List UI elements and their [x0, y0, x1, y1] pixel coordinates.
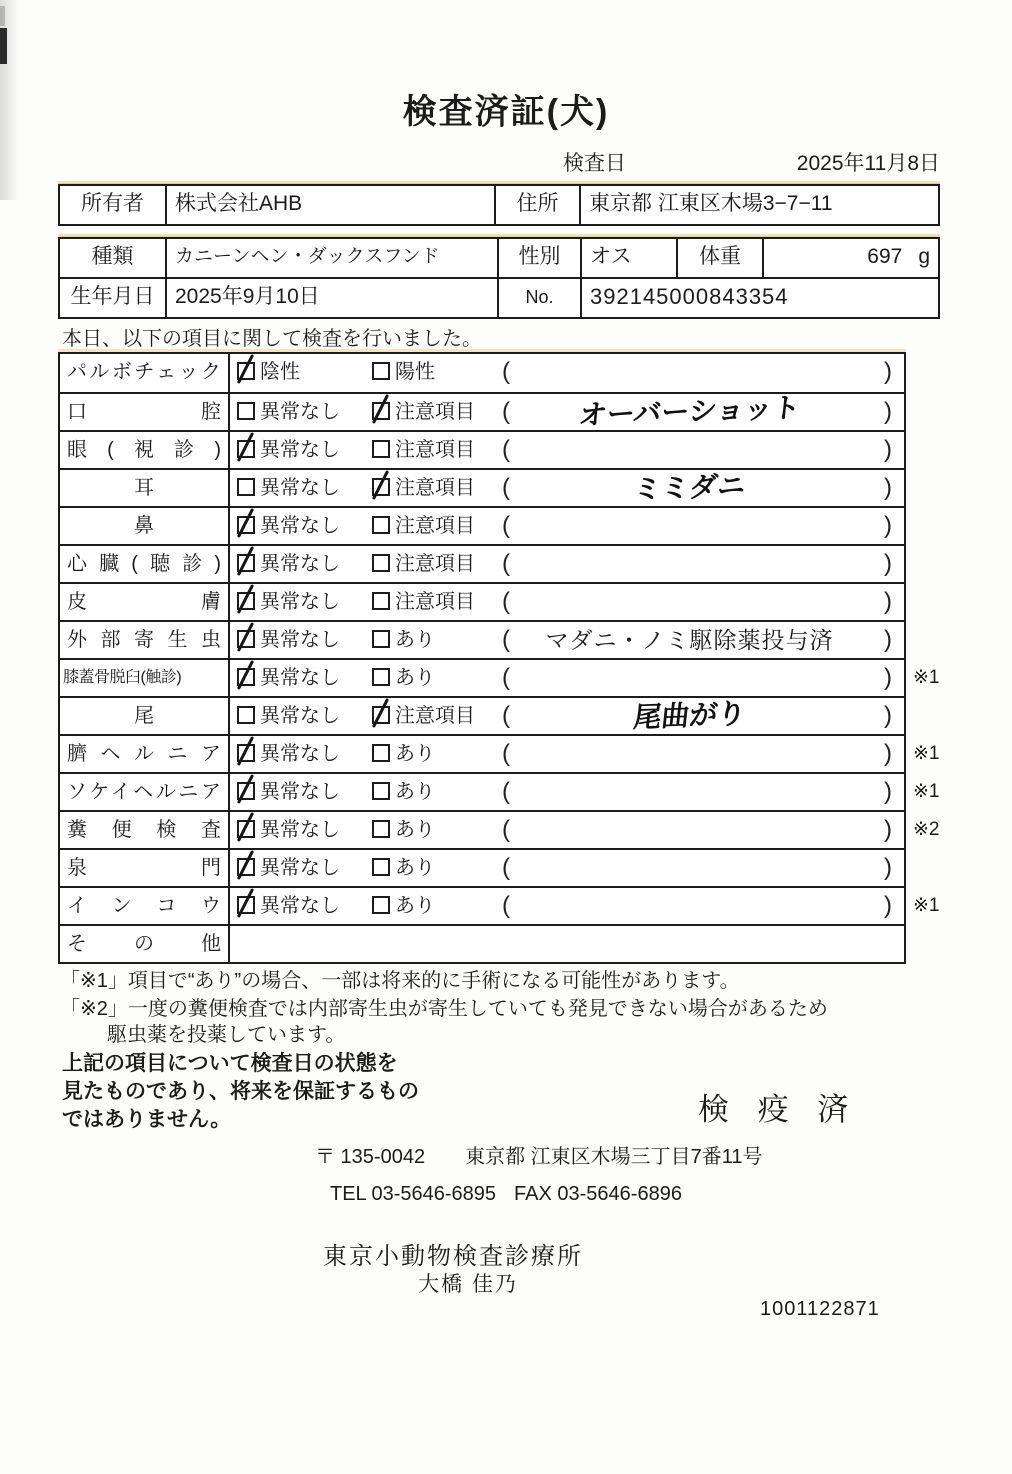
- checklist-row-label-text: ソケイヘルニア: [67, 781, 221, 803]
- checkbox-icon: [372, 440, 390, 458]
- option-1: [237, 736, 340, 772]
- checklist-row: [60, 886, 940, 924]
- option-2: [372, 584, 475, 620]
- checklist-row-label-text: 臍ヘルニア: [67, 743, 221, 765]
- option-1: [237, 660, 340, 696]
- checklist-row-content: [230, 736, 940, 772]
- checklist-row-label: [60, 812, 230, 848]
- option-2-label: 注意項目: [395, 401, 475, 423]
- checklist-table: [58, 352, 940, 964]
- checklist-row-content: [230, 698, 904, 734]
- checklist-row-label-text: 心臓(聴診): [67, 553, 221, 575]
- checklist-row: [60, 924, 904, 962]
- checklist-row-label: [60, 508, 230, 544]
- open-paren: (: [502, 702, 510, 729]
- checklist-row-label-text: 尾: [134, 705, 154, 727]
- checkbox-icon: [237, 706, 255, 724]
- option-1: [237, 432, 340, 468]
- footnote-mark: ※1: [913, 895, 940, 916]
- option-1: [237, 850, 340, 886]
- option-2-label: あり: [395, 857, 435, 879]
- open-paren: (: [502, 664, 510, 691]
- clinic-fax: FAX 03-5646-6896: [514, 1183, 682, 1205]
- option-1-label: 異常なし: [260, 819, 340, 841]
- checklist-row-content: [230, 470, 904, 506]
- clinic-name: 東京小動物検査診療所: [323, 1243, 583, 1270]
- checklist-row: [60, 658, 940, 696]
- pet-weight-value: 697: [867, 245, 903, 268]
- owner-name: 株式会社AHB: [167, 186, 496, 224]
- checkbox-icon: [372, 668, 390, 686]
- close-paren: ): [884, 512, 892, 539]
- option-1-label: 異常なし: [260, 591, 340, 613]
- checklist-row-content: [230, 391, 904, 432]
- checklist-row-label: [60, 546, 230, 582]
- option-1-label: 異常なし: [260, 629, 340, 651]
- pet-weight-label: 体重: [678, 239, 764, 277]
- disclaimer-line1: 上記の項目について検査日の状態を: [62, 1052, 398, 1075]
- open-paren: (: [502, 892, 510, 919]
- option-2: [372, 888, 435, 924]
- row-note: ミミダニ: [631, 468, 748, 507]
- option-2: [372, 698, 475, 734]
- checkbox-icon: [237, 858, 255, 876]
- owner-label: 所有者: [60, 186, 167, 224]
- checklist-row-content: [230, 812, 940, 848]
- scan-artifact-mark-light: [0, 6, 5, 26]
- checkbox-icon: [372, 744, 390, 762]
- checklist-row-label-text: 泉門: [67, 857, 221, 879]
- pet-kind-label: 種類: [60, 239, 167, 277]
- checkbox-icon: [372, 820, 390, 838]
- checkbox-icon: [237, 554, 255, 572]
- checklist-row-content: [230, 546, 904, 582]
- option-1: [237, 584, 340, 620]
- option-1-label: 異常なし: [260, 401, 340, 423]
- footnote-2-line1: 「※2」一度の糞便検査では内部寄生虫が寄生していても発見できない場合があるため: [60, 998, 828, 1020]
- option-2-label: あり: [395, 895, 435, 917]
- checkbox-icon: [237, 516, 255, 534]
- checklist-row-content: [230, 508, 904, 544]
- checkbox-icon: [237, 744, 255, 762]
- checkbox-icon: [237, 402, 255, 420]
- clinic-tel-line: [330, 1183, 682, 1206]
- close-paren: ): [884, 358, 892, 385]
- owner-address: 東京都 江東区木場3−7−11: [589, 192, 833, 215]
- checklist-row: [60, 810, 940, 848]
- footnote-1: 「※1」項目で“あり”の場合、一部は将来的に手術になる可能性があります。: [60, 970, 740, 992]
- option-1: [237, 774, 340, 810]
- checkbox-icon: [372, 554, 390, 572]
- option-1: [237, 812, 340, 848]
- checklist-row-label: [60, 926, 230, 962]
- checklist-row-label: [60, 850, 230, 886]
- checklist-row-label: [60, 470, 230, 506]
- open-paren: (: [502, 588, 510, 615]
- intro-text: 本日、以下の項目に関して検査を行いました。: [62, 328, 482, 350]
- checkbox-icon: [372, 858, 390, 876]
- checklist-row-label: [60, 394, 230, 430]
- close-paren: ): [884, 626, 892, 653]
- option-2-label: 注意項目: [395, 477, 475, 499]
- checklist-row-label-text: 眼(視診): [67, 439, 221, 461]
- option-2: [372, 774, 435, 810]
- pet-no: 392145000843354: [590, 284, 789, 309]
- close-paren: ): [884, 816, 892, 843]
- clinic-postal-line: [315, 1140, 763, 1169]
- option-2-label: あり: [395, 629, 435, 651]
- close-paren: ): [884, 740, 892, 767]
- disclaimer-line3: ではありません。: [62, 1108, 232, 1131]
- checklist-row-label-text: その他: [67, 933, 221, 955]
- open-paren: (: [502, 854, 510, 881]
- option-1: [237, 546, 340, 582]
- checklist-row-content: [230, 354, 904, 392]
- checklist-row-content: [230, 888, 940, 924]
- option-2-label: あり: [395, 667, 435, 689]
- checklist-row-content: [230, 660, 940, 696]
- checkbox-icon: [237, 896, 255, 914]
- option-2-label: 注意項目: [395, 439, 475, 461]
- pet-weight: [764, 239, 938, 277]
- clinic-tel: TEL 03-5646-6895: [330, 1183, 497, 1205]
- checklist-row-label: [60, 432, 230, 468]
- checklist-row-label: [60, 888, 230, 924]
- checkbox-icon: [372, 362, 390, 380]
- option-1-label: 異常なし: [260, 857, 340, 879]
- checklist-row-content: [230, 584, 904, 620]
- close-paren: ): [884, 892, 892, 919]
- checklist-row: [60, 544, 904, 582]
- checkbox-icon: [237, 782, 255, 800]
- option-1-label: 異常なし: [260, 895, 340, 917]
- option-1-label: 異常なし: [260, 439, 340, 461]
- pet-no-label: No.: [499, 279, 582, 317]
- checklist-row-content: [230, 774, 940, 810]
- option-1: [237, 354, 300, 390]
- checklist-row-content: [230, 432, 904, 468]
- checklist-row: [60, 392, 904, 430]
- option-1-label: 陰性: [260, 361, 300, 383]
- open-paren: (: [502, 398, 510, 425]
- page-title: 検査済証(犬): [402, 93, 610, 131]
- owner-table: [58, 184, 940, 226]
- checklist-row: [60, 506, 904, 544]
- close-paren: ): [884, 854, 892, 881]
- option-2-label: あり: [395, 743, 435, 765]
- pet-sex-label: 性別: [499, 239, 582, 277]
- checkbox-icon: [372, 630, 390, 648]
- footnote-2-line2: 駆虫薬を投薬しています。: [107, 1024, 346, 1046]
- option-1: [237, 508, 340, 544]
- option-2: [372, 812, 435, 848]
- checklist-row: [60, 582, 904, 620]
- checkbox-icon: [237, 668, 255, 686]
- checklist-row-content: [230, 622, 904, 658]
- checklist-row-label: [60, 354, 230, 392]
- option-2-label: 陽性: [395, 361, 435, 383]
- close-paren: ): [884, 588, 892, 615]
- footnote-mark: ※1: [913, 667, 940, 688]
- examiner-name: 大橋 佳乃: [418, 1273, 518, 1296]
- pet-kind: カニーンヘン・ダックスフンド: [167, 239, 499, 277]
- checkbox-icon: [372, 896, 390, 914]
- option-1: [237, 622, 340, 658]
- option-2-label: 注意項目: [395, 515, 475, 537]
- option-1-label: 異常なし: [260, 705, 340, 727]
- option-2: [372, 508, 475, 544]
- close-paren: ): [884, 398, 892, 425]
- option-2: [372, 736, 435, 772]
- option-1-label: 異常なし: [260, 781, 340, 803]
- checklist-row-label-text: 膝蓋骨脱臼(触診): [63, 669, 182, 686]
- row-note: マダニ・ノミ駆除薬投与済: [545, 627, 834, 653]
- checklist-row-label-text: インコウ: [67, 895, 221, 917]
- checkbox-icon: [372, 706, 390, 724]
- pet-sex: オス: [582, 239, 678, 277]
- option-2: [372, 432, 475, 468]
- open-paren: (: [502, 816, 510, 843]
- open-paren: (: [502, 778, 510, 805]
- option-2: [372, 622, 435, 658]
- option-1-label: 異常なし: [260, 477, 340, 499]
- checklist-row-label: [60, 774, 230, 810]
- option-2: [372, 354, 435, 390]
- owner-address-label: 住所: [496, 186, 581, 224]
- checkbox-icon: [237, 630, 255, 648]
- checklist-row: [60, 468, 904, 506]
- checkbox-icon: [237, 592, 255, 610]
- option-2: [372, 850, 435, 886]
- option-1: [237, 888, 340, 924]
- checklist-row-label-text: 口腔: [67, 401, 221, 423]
- checklist-row: [60, 354, 904, 392]
- option-2: [372, 660, 435, 696]
- checklist-row-content: [230, 850, 904, 886]
- option-2: [372, 394, 475, 430]
- checkbox-icon: [372, 516, 390, 534]
- clinic-address: 東京都 江東区木場三丁目7番11号: [465, 1146, 763, 1168]
- footnote-mark: ※2: [913, 819, 940, 840]
- open-paren: (: [502, 436, 510, 463]
- option-1: [237, 394, 340, 430]
- open-paren: (: [502, 626, 510, 653]
- disclaimer-line2: 見たものであり、将来を保証するもの: [62, 1080, 419, 1103]
- option-2-label: あり: [395, 819, 435, 841]
- inspection-date-value: 2025年11月8日: [796, 152, 940, 175]
- open-paren: (: [502, 474, 510, 501]
- checklist-row-label-text: 鼻: [134, 515, 154, 537]
- disclaimer-text: [62, 1050, 419, 1134]
- checklist-row-label: [60, 698, 230, 734]
- option-2-label: 注意項目: [395, 553, 475, 575]
- close-paren: ): [884, 702, 892, 729]
- checklist-row: [60, 848, 904, 886]
- pet-dob-label: 生年月日: [60, 279, 167, 317]
- checkbox-icon: [237, 478, 255, 496]
- option-2-label: 注意項目: [395, 591, 475, 613]
- checklist-row: [60, 696, 904, 734]
- checkbox-icon: [237, 820, 255, 838]
- footnote-mark: ※1: [913, 781, 940, 802]
- option-1: [237, 470, 340, 506]
- checkbox-icon: [372, 592, 390, 610]
- close-paren: ): [884, 474, 892, 501]
- option-1-label: 異常なし: [260, 515, 340, 537]
- checkbox-icon: [372, 782, 390, 800]
- close-paren: ): [884, 436, 892, 463]
- checklist-row: [60, 734, 940, 772]
- checkbox-icon: [372, 402, 390, 420]
- close-paren: ): [884, 664, 892, 691]
- option-1-label: 異常なし: [260, 553, 340, 575]
- pet-weight-unit: g: [918, 245, 930, 268]
- open-paren: (: [502, 550, 510, 577]
- open-paren: (: [502, 358, 510, 385]
- close-paren: ): [884, 550, 892, 577]
- close-paren: ): [884, 778, 892, 805]
- option-2-label: 注意項目: [395, 705, 475, 727]
- option-2: [372, 546, 475, 582]
- checkbox-icon: [237, 362, 255, 380]
- quarantine-passed-stamp: 検 疫 済: [698, 1092, 859, 1127]
- checklist-row-content: [230, 926, 904, 962]
- checklist-row: [60, 772, 940, 810]
- open-paren: (: [502, 740, 510, 767]
- checklist-row-label-text: パルボチェック: [67, 361, 221, 383]
- checkbox-icon: [237, 440, 255, 458]
- checklist-row-label: [60, 660, 230, 696]
- row-note: 尾曲がり: [631, 696, 748, 735]
- checklist-row-label: [60, 736, 230, 772]
- checklist-row-label-text: 糞便検査: [67, 819, 221, 841]
- option-1-label: 異常なし: [260, 667, 340, 689]
- checklist-row-label: [60, 622, 230, 658]
- checklist-row: [60, 620, 904, 658]
- option-1: [237, 698, 340, 734]
- inspection-date-label: 検査日: [563, 152, 626, 175]
- open-paren: (: [502, 512, 510, 539]
- clinic-postal: 〒 135-0042: [315, 1146, 426, 1168]
- checklist-row-label-text: 耳: [134, 477, 154, 499]
- pet-dob: 2025年9月10日: [167, 279, 499, 317]
- pet-table: [58, 237, 940, 319]
- serial-number: 1001122871: [760, 1298, 880, 1320]
- checkbox-icon: [372, 478, 390, 496]
- checklist-row-label-text: 皮膚: [67, 591, 221, 613]
- row-note: オーバーショット: [577, 391, 802, 432]
- option-2: [372, 470, 475, 506]
- checklist-row-label-text: 外部寄生虫: [67, 629, 221, 651]
- scan-artifact-mark: [0, 28, 7, 64]
- checklist-row-label: [60, 584, 230, 620]
- option-2-label: あり: [395, 781, 435, 803]
- option-1-label: 異常なし: [260, 743, 340, 765]
- footnote-mark: ※1: [913, 743, 940, 764]
- checklist-row: [60, 430, 904, 468]
